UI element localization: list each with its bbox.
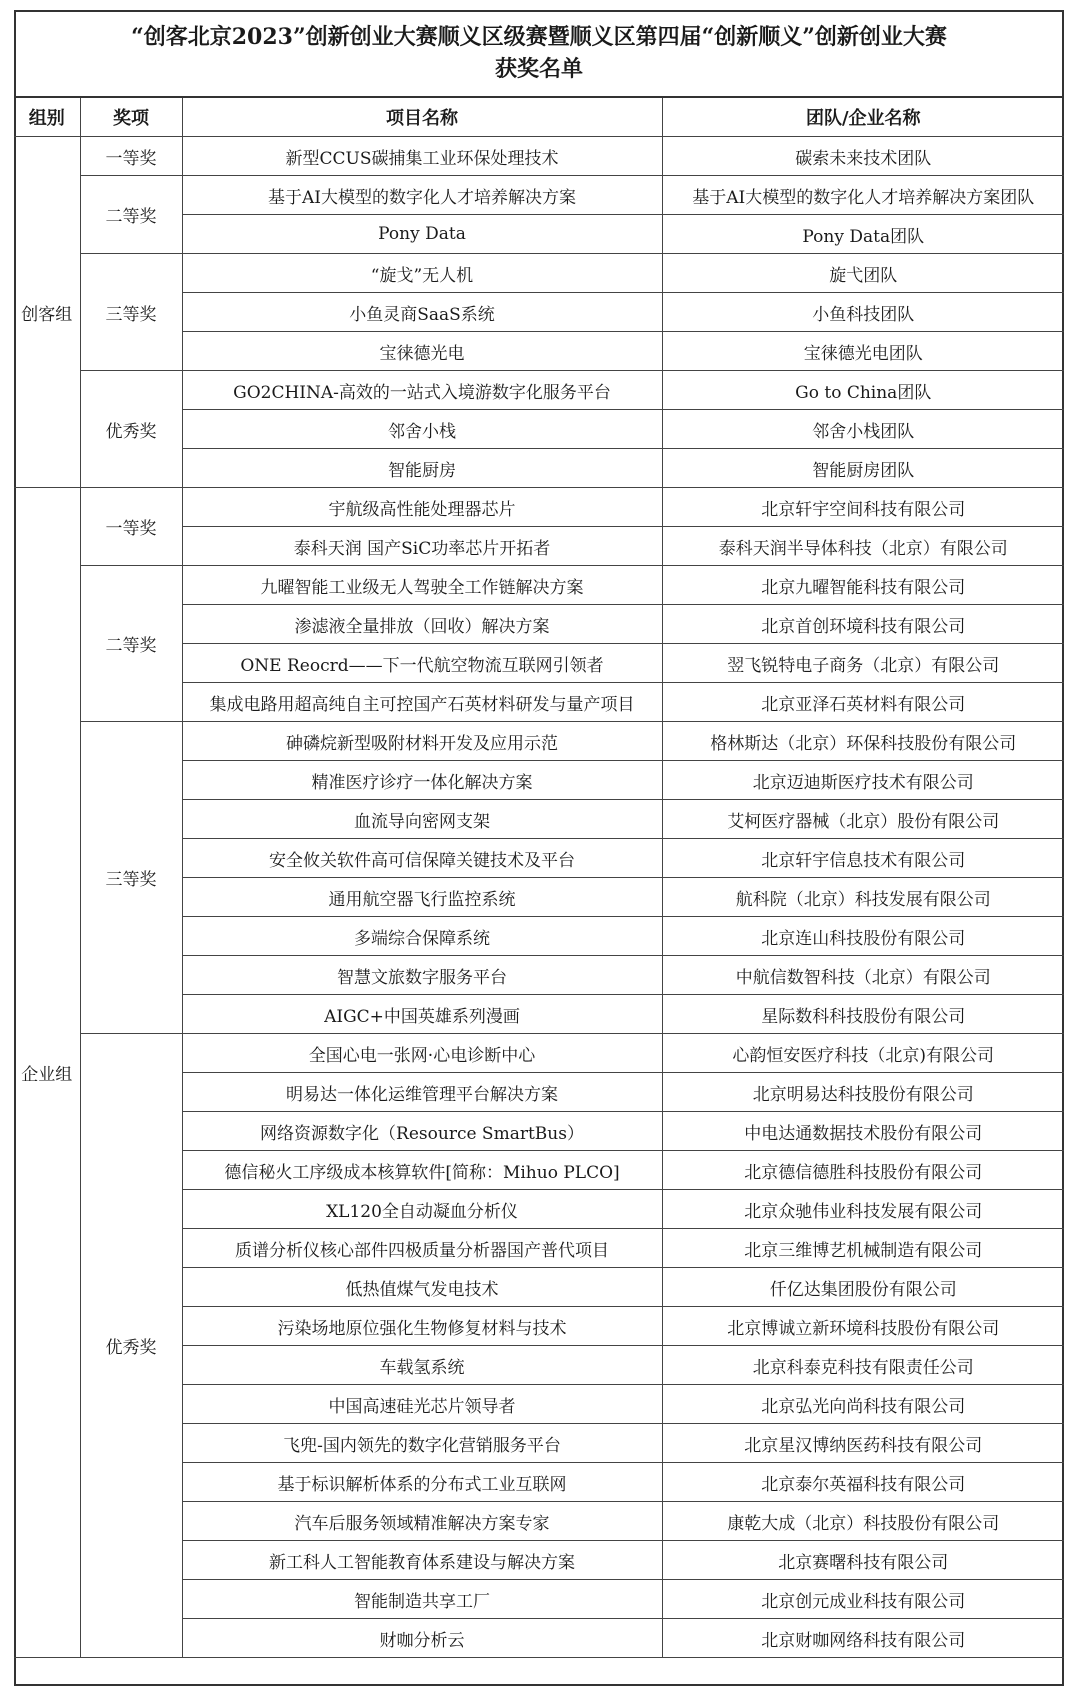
team-name-cell: 翌飞锐特电子商务（北京）有限公司	[662, 644, 1064, 683]
group-name-cell: 创客组	[14, 137, 80, 488]
project-name-cell: 德信秘火工序级成本核算软件[简称：Mihuo PLCO]	[182, 1151, 662, 1190]
team-name-cell: 星际数科科技股份有限公司	[662, 995, 1064, 1034]
team-name-cell: 北京轩宇信息技术有限公司	[662, 839, 1064, 878]
project-name-cell: 多端综合保障系统	[182, 917, 662, 956]
project-name-cell: Pony Data	[182, 215, 662, 254]
team-name-cell: 心韵恒安医疗科技（北京)有限公司	[662, 1034, 1064, 1073]
project-name-cell: 邻舍小栈	[182, 410, 662, 449]
team-name-cell: 北京博诚立新环境科技股份有限公司	[662, 1307, 1064, 1346]
team-name-cell: 宝徕德光电团队	[662, 332, 1064, 371]
document-title	[14, 10, 1064, 98]
project-name-cell: “旋戈”无人机	[182, 254, 662, 293]
team-name-cell: 北京连山科技股份有限公司	[662, 917, 1064, 956]
project-name-cell: 集成电路用超高纯自主可控国产石英材料研发与量产项目	[182, 683, 662, 722]
project-name-cell: ONE Reocrd——下一代航空物流互联网引领者	[182, 644, 662, 683]
award-level-cell: 二等奖	[80, 566, 182, 722]
project-name-cell: 宝徕德光电	[182, 332, 662, 371]
project-name-cell: 财咖分析云	[182, 1619, 662, 1658]
team-name-cell: 泰科天润半导体科技（北京）有限公司	[662, 527, 1064, 566]
table-row	[14, 1034, 1064, 1073]
project-name-cell: 九曜智能工业级无人驾驶全工作链解决方案	[182, 566, 662, 605]
award-level-cell: 优秀奖	[80, 371, 182, 488]
team-name-cell: 北京财咖网络科技有限公司	[662, 1619, 1064, 1658]
team-name-cell: 康乾大成（北京）科技股份有限公司	[662, 1502, 1064, 1541]
project-name-cell: 中国高速硅光芯片领导者	[182, 1385, 662, 1424]
award-level-cell: 一等奖	[80, 137, 182, 176]
team-name-cell: 北京明易达科技股份有限公司	[662, 1073, 1064, 1112]
team-name-cell: 北京亚泽石英材料有限公司	[662, 683, 1064, 722]
team-name-cell: 北京首创环境科技有限公司	[662, 605, 1064, 644]
header-team: 团队/企业名称	[662, 98, 1064, 137]
title-line-1: “创客北京2023”创新创业大赛顺义区级赛暨顺义区第四届“创新顺义”创新创业大赛	[131, 24, 947, 50]
project-name-cell: AIGC+中国英雄系列漫画	[182, 995, 662, 1034]
team-name-cell: 中电达通数据技术股份有限公司	[662, 1112, 1064, 1151]
team-name-cell: Go to China团队	[662, 371, 1064, 410]
project-name-cell: 智慧文旅数字服务平台	[182, 956, 662, 995]
award-table	[14, 98, 1064, 1658]
table-row	[14, 488, 1064, 527]
team-name-cell: 北京三维博艺机械制造有限公司	[662, 1229, 1064, 1268]
project-name-cell: XL120全自动凝血分析仪	[182, 1190, 662, 1229]
award-table-body	[14, 137, 1064, 1658]
project-name-cell: 小鱼灵商SaaS系统	[182, 293, 662, 332]
team-name-cell: 北京科泰克科技有限责任公司	[662, 1346, 1064, 1385]
group-name-cell: 企业组	[14, 488, 80, 1658]
project-name-cell: 车载氢系统	[182, 1346, 662, 1385]
team-name-cell: 碳索未来技术团队	[662, 137, 1064, 176]
award-level-cell: 优秀奖	[80, 1034, 182, 1658]
award-level-cell: 三等奖	[80, 722, 182, 1034]
project-name-cell: 网络资源数字化（Resource SmartBus）	[182, 1112, 662, 1151]
team-name-cell: 邻舍小栈团队	[662, 410, 1064, 449]
project-name-cell: 宇航级高性能处理器芯片	[182, 488, 662, 527]
project-name-cell: 基于AI大模型的数字化人才培养解决方案	[182, 176, 662, 215]
team-name-cell: 北京迈迪斯医疗技术有限公司	[662, 761, 1064, 800]
team-name-cell: 北京德信德胜科技股份有限公司	[662, 1151, 1064, 1190]
team-name-cell: 北京弘光向尚科技有限公司	[662, 1385, 1064, 1424]
project-name-cell: 质谱分析仪核心部件四极质量分析器国产普代项目	[182, 1229, 662, 1268]
team-name-cell: 格林斯达（北京）环保科技股份有限公司	[662, 722, 1064, 761]
project-name-cell: 血流导向密网支架	[182, 800, 662, 839]
project-name-cell: 智能制造共享工厂	[182, 1580, 662, 1619]
project-name-cell: 通用航空器飞行监控系统	[182, 878, 662, 917]
project-name-cell: 低热值煤气发电技术	[182, 1268, 662, 1307]
team-name-cell: 航科院（北京）科技发展有限公司	[662, 878, 1064, 917]
team-name-cell: 北京众驰伟业科技发展有限公司	[662, 1190, 1064, 1229]
award-level-cell: 二等奖	[80, 176, 182, 254]
project-name-cell: 全国心电一张网·心电诊断中心	[182, 1034, 662, 1073]
project-name-cell: 明易达一体化运维管理平台解决方案	[182, 1073, 662, 1112]
header-project: 项目名称	[182, 98, 662, 137]
header-group: 组别	[14, 98, 80, 137]
project-name-cell: 安全攸关软件高可信保障关键技术及平台	[182, 839, 662, 878]
award-level-cell: 一等奖	[80, 488, 182, 566]
table-row	[14, 254, 1064, 293]
project-name-cell: 泰科天润 国产SiC功率芯片开拓者	[182, 527, 662, 566]
project-name-cell: GO2CHINA-高效的一站式入境游数字化服务平台	[182, 371, 662, 410]
project-name-cell: 基于标识解析体系的分布式工业互联网	[182, 1463, 662, 1502]
project-name-cell: 污染场地原位强化生物修复材料与技术	[182, 1307, 662, 1346]
header-award: 奖项	[80, 98, 182, 137]
table-row	[14, 722, 1064, 761]
project-name-cell: 汽车后服务领域精准解决方案专家	[182, 1502, 662, 1541]
project-name-cell: 智能厨房	[182, 449, 662, 488]
team-name-cell: 北京泰尔英福科技有限公司	[662, 1463, 1064, 1502]
team-name-cell: 北京赛曙科技有限公司	[662, 1541, 1064, 1580]
team-name-cell: 北京九曜智能科技有限公司	[662, 566, 1064, 605]
team-name-cell: 智能厨房团队	[662, 449, 1064, 488]
team-name-cell: 艾柯医疗器械（北京）股份有限公司	[662, 800, 1064, 839]
team-name-cell: 北京星汉博纳医药科技有限公司	[662, 1424, 1064, 1463]
project-name-cell: 飞兜-国内领先的数字化营销服务平台	[182, 1424, 662, 1463]
award-level-cell: 三等奖	[80, 254, 182, 371]
header-row	[14, 98, 1064, 137]
project-name-cell: 渗滤液全量排放（回收）解决方案	[182, 605, 662, 644]
team-name-cell: 北京创元成业科技有限公司	[662, 1580, 1064, 1619]
project-name-cell: 新型CCUS碳捕集工业环保处理技术	[182, 137, 662, 176]
project-name-cell: 新工科人工智能教育体系建设与解决方案	[182, 1541, 662, 1580]
team-name-cell: 中航信数智科技（北京）有限公司	[662, 956, 1064, 995]
table-row	[14, 176, 1064, 215]
team-name-cell: 旋弋团队	[662, 254, 1064, 293]
title-line-2: 获奖名单	[494, 56, 583, 82]
team-name-cell: Pony Data团队	[662, 215, 1064, 254]
team-name-cell: 仟亿达集团股份有限公司	[662, 1268, 1064, 1307]
team-name-cell: 北京轩宇空间科技有限公司	[662, 488, 1064, 527]
team-name-cell: 基于AI大模型的数字化人才培养解决方案团队	[662, 176, 1064, 215]
project-name-cell: 砷磷烷新型吸附材料开发及应用示范	[182, 722, 662, 761]
project-name-cell: 精准医疗诊疗一体化解决方案	[182, 761, 662, 800]
table-row	[14, 371, 1064, 410]
team-name-cell: 小鱼科技团队	[662, 293, 1064, 332]
table-row	[14, 566, 1064, 605]
table-row	[14, 137, 1064, 176]
